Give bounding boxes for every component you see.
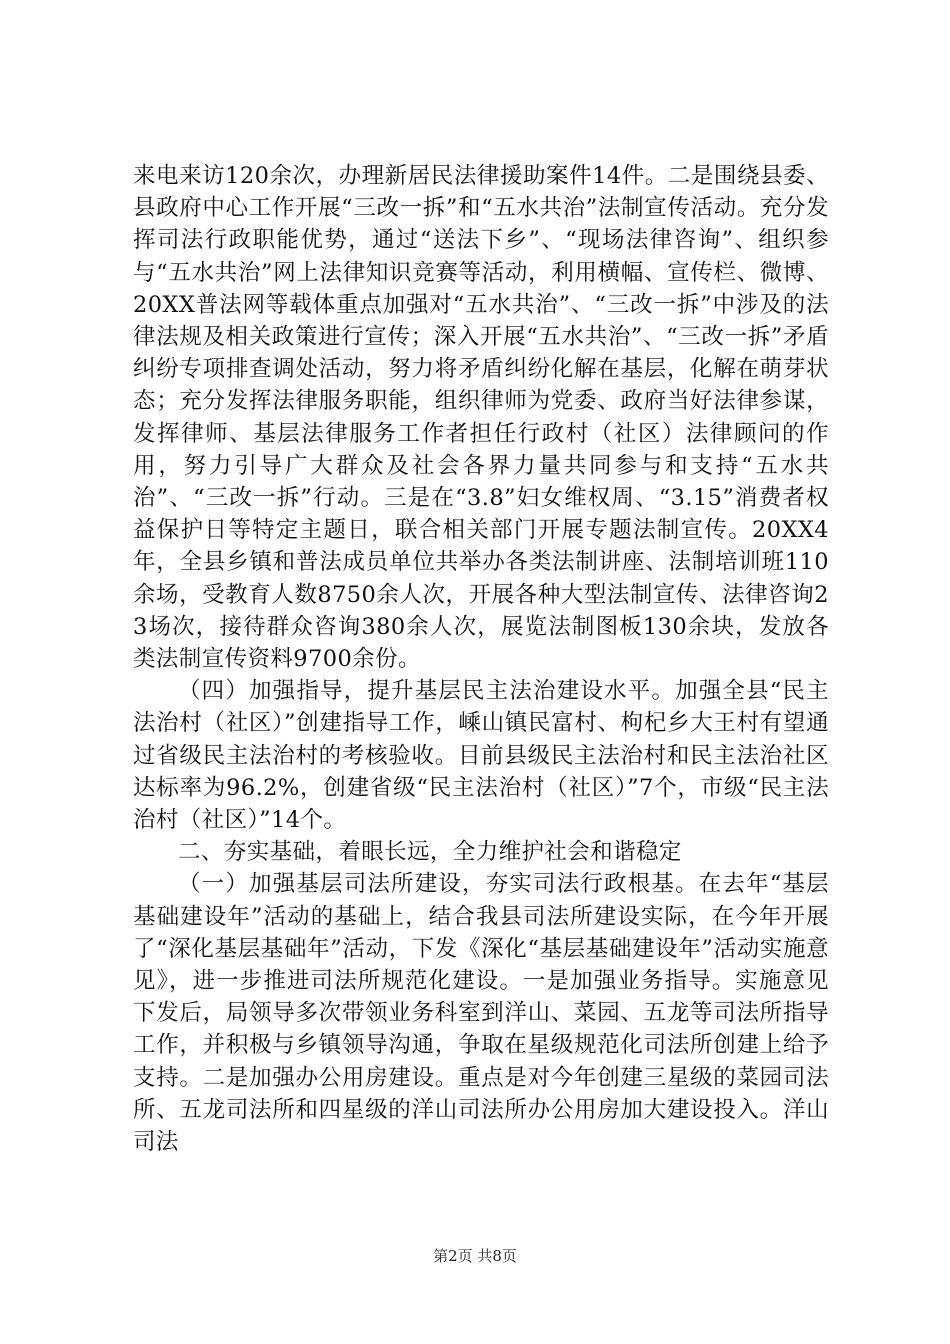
paragraph-continuation: 来电来访120余次，办理新居民法律援助案件14件。二是围绕县委、县政府中心工作开展“三改一拆”和“五水共治”法制宣传活动。充分发挥司法行政职能优势，通过“送法下乡”、“现场法律咨询”、组织参与“五水共治”网上法律知识竞赛等活动，利用横幅、宣传栏、微博、20XX普法网等载体重点加强对“五水共治”、“三改一拆”中涉及的法律法规及相关政策进行宣传；深入开展“五水共治”、“三改一拆”矛盾纠纷专项排查调处活动，努力将矛盾纠纷化解在基层，化解在萌芽状态；充分发挥法律服务职能，组织律师为党委、政府当好法律参谋，发挥律师、基层法律服务工作者担任行政村（社区）法律顾问的作用，努力引导广大群众及社会各界力量共同参与和支持“五水共治”、“三改一拆”行动。三是在“3.8”妇女维权周、“3.15”消费者权益保护日等特定主题日，联合相关部门开展专题法制宣传。20XX4年，全县乡镇和普法成员单位共举办各类法制讲座、法制培训班110余场，受教育人数8750余人次，开展各种大型法制宣传、法律咨询23场次，接待群众咨询380余人次，展览法制图板130余块，发放各类法制宣传资料9700余份。 (133, 163, 829, 673)
paragraph-subsection-1: （一）加强基层司法所建设，夯实司法行政根基。在去年“基层基础建设年”活动的基础上，结合我县司法所建设实际，在今年开展了“深化基层基础年”活动，下发《深化“基层基础建设年”活动实施意见》，进一步推进司法所规范化建设。一是加强业务指导。实施意见下发后，局领导多次带领业务科室到洋山、菜园、五龙等司法所指导工作，并积极与乡镇领导沟通，争取在星级规范化司法所创建上给予支持。二是加强办公用房建设。重点是对今年创建三星级的菜园司法所、五龙司法所和四星级的洋山司法所办公用房加大建设投入。洋山司法 (133, 871, 829, 1156)
document-body (133, 160, 829, 1158)
page-footer: 第2页 共8页 (433, 1247, 517, 1265)
section-heading-2: 二、夯实基础，着眼长远，全力维护社会和谐稳定 (178, 839, 682, 866)
paragraph-section-4: （四）加强指导，提升基层民主法治建设水平。加强全县“民主法治村（社区）”创建指导工作，嵊山镇民富村、枸杞乡大王村有望通过省级民主法治村的考核验收。目前县级民主法治村和民主法治社区达标率为96.2%，创建省级“民主法治村（社区）”7个，市级“民主法治村（社区）”14个。 (133, 678, 829, 834)
